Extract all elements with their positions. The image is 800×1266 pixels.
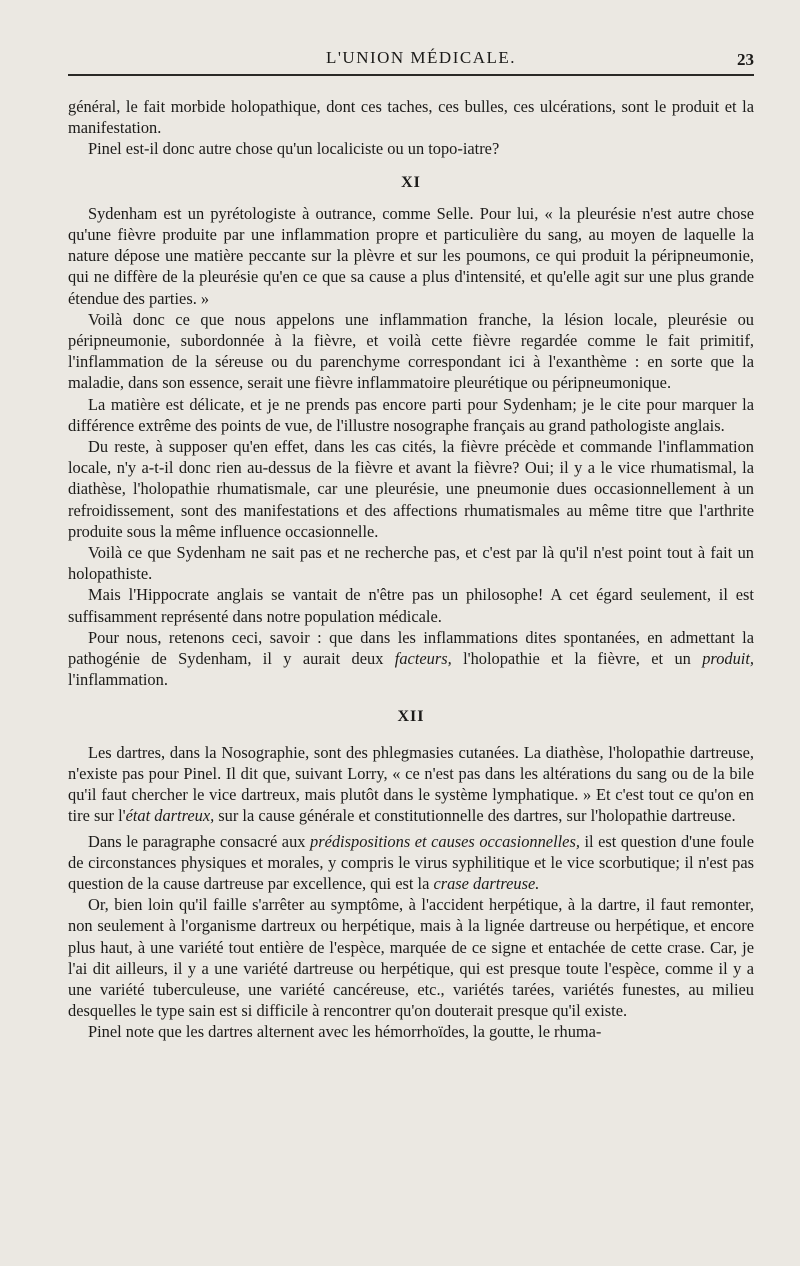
paragraph-13: Pinel note que les dartres alternent avec les hémorrhoïdes, la goutte, le rhuma- <box>88 1022 602 1042</box>
paragraph-9-part-b: l'holopathie et la fièvre, et un <box>451 649 703 669</box>
paragraph-11-part-a: Dans le paragraphe consacré aux <box>88 831 311 851</box>
page-number: 23 <box>737 50 754 69</box>
paragraph-7: Voilà ce que Sydenham ne sait pas et ne recherche pas, et c'est par là qu'il n'est point tout à fait un holopathiste. <box>68 543 754 584</box>
paragraph-1: général, le fait morbide holopathique, dont ces taches, ces bulles, ces ulcérations, sont le produit et la manifestation. <box>68 97 754 138</box>
paragraph-2: Pinel est-il donc autre chose qu'un localiciste ou un topo-iatre? <box>88 139 500 159</box>
paragraph-10-part-b: sur la cause générale et constitutionnelle des dartres, sur l'holopathie dartreuse. <box>214 806 736 826</box>
paragraph-5: La matière est délicate, et je ne prends pas encore parti pour Sydenham; je le cite pour marquer la différence extrême des points de vue, de l'illustre nosographe français au grand pathologiste anglais. <box>68 394 754 435</box>
paragraph-4: Voilà donc ce que nous appelons une inflammation franche, la lésion locale, pleurésie ou péripneumonie, subordonnée à la fièvre, et voilà cette fièvre regardée comme le fait primitif, l'inflammation de la séreuse ou du parenchyme correspondant ici à l'exanthème : en sorte que la maladie, dans son essence, serait une fièvre inflammatoire pleurétique ou péripneumonique. <box>68 309 754 393</box>
page-body <box>68 76 754 1043</box>
paragraph-10 <box>68 742 754 827</box>
paragraph-10-emphasis: état dartreux, <box>125 806 215 826</box>
paragraph-9-emphasis-2: produit, <box>702 649 754 669</box>
paragraph-9-part-c: l'inflammation. <box>68 670 168 690</box>
running-title: L'UNION MÉDICALE. <box>325 48 517 67</box>
section-heading-xii: XII <box>397 708 425 726</box>
paragraph-8: Mais l'Hippocrate anglais se vantait de n'être pas un philosophe! A cet égard seulement, il est suffisamment représenté dans notre population médicale. <box>68 585 754 626</box>
paragraph-11-part-b: il est question d'une foule de circonstances physiques et morales, y compris le virus syphilitique et le vice scorbutique; il n'est pas question de la cause dartreuse par excellence, qui est la <box>68 831 754 893</box>
paragraph-9-emphasis-1: facteurs, <box>394 649 452 669</box>
paragraph-6: Du reste, à supposer qu'en effet, dans les cas cités, la fièvre précède et commande l'inflammation locale, n'y a-t-il donc rien au-dessus de la fièvre et avant la fièvre? Oui; il y a le vice rhumatismal, la diathèse, l'holopathie rhumatismale, car une pleurésie, une pneumonie dues occasionnellement à un refroidissement, sont des manifestations et des affections rhumatismales au même titre que l'arthrite produite sous la même influence occasionnelle. <box>68 437 754 541</box>
page-header <box>68 0 754 76</box>
paragraph-11-emphasis-1: prédispositions et causes occasionnelles, <box>310 831 580 851</box>
section-heading-xi: XI <box>401 173 421 191</box>
paragraph-12: Or, bien loin qu'il faille s'arrêter au symptôme, à l'accident herpétique, à la dartre, il faut remonter, non seulement à l'organisme dartreux ou herpétique, mais à la lignée dartreuse ou herpétique, et encore plus haut, à une variété tout entière de l'espèce, marquée de ce signe et entachée de cette crase. Car, je l'ai dit ailleurs, il y a une variété dartreuse ou herpétique, qui est presque toute l'espèce, comme il y a une variété tuberculeuse, une variété cancéreuse, etc., variétés tarées, variétés funestes, au milieu desquelles le type sain est si difficile à rencontrer qu'on douterait presque qu'il existe. <box>68 895 754 1021</box>
paragraph-9-part-a: Pour nous, retenons ceci, savoir : que dans les inflammations dites spontanées, en admettant la pathogénie de Sydenham, il y aurait deux <box>68 627 754 669</box>
header-rule <box>68 74 754 76</box>
paragraph-9 <box>68 627 754 691</box>
paragraph-11 <box>68 831 754 895</box>
paragraph-3: Sydenham est un pyrétologiste à outrance, comme Selle. Pour lui, « la pleurésie n'est autre chose qu'une fièvre produite par une inflammation propre et particulière du sang, au moyen de laquelle la nature dépose une matière peccante sur la plèvre et sur les poumons, ce qui produit la péripneumonie, qui ne diffère de la pleurésie qu'en ce que sa cause a plus d'intensité, et qu'elle agit sur une plus grande étendue des parties. » <box>68 203 754 308</box>
paragraph-10-part-a: Les dartres, dans la Nosographie, sont des phlegmasies cutanées. La diathèse, l'holopathie dartreuse, n'existe pas pour Pinel. Il dit que, suivant Lorry, « ce n'est pas dans les altérations du sang ou de la bile qu'il faut chercher le vice dartreux, mais plutôt dans le système lymphatique. » Et c'est tout ce qu'on en tire sur l' <box>68 742 754 826</box>
paragraph-11-emphasis-2: crase dartreuse. <box>433 873 540 893</box>
